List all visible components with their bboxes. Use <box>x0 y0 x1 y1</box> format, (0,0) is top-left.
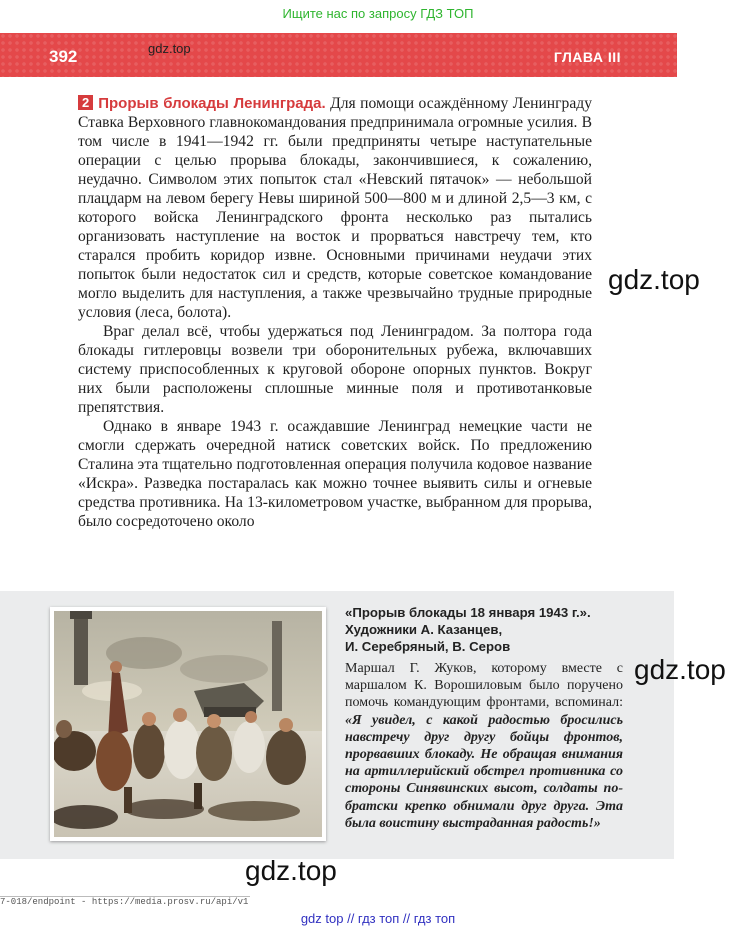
painting-caption <box>345 604 623 655</box>
painting-illustration <box>54 611 322 837</box>
zhukov-quote <box>345 660 623 832</box>
paragraph-3: Однако в январе 1943 г. осаждавшие Ленинград немецкие части не смогли сдержать очередной натиск советских войск. По предложению Сталина эта тщательно подготовленная операция получила кодовое название «Искра». Разведка постаралась как можно точнее выявить силы и огневые средства противника. На 13-километровом участке, выбранном для прорыва, было сосредоточено около <box>78 418 592 530</box>
page-header-banner <box>0 33 677 77</box>
chapter-title: ГЛАВА III <box>553 49 621 65</box>
caption-artists-2: И. Серебряный, В. Серов <box>345 639 511 654</box>
page-number: 392 <box>49 47 78 66</box>
section-title: Прорыв блокады Ленинграда. <box>98 95 326 112</box>
section-number-badge: 2 <box>78 95 93 110</box>
paragraph-2: Враг делал всё, чтобы удержаться под Ленинградом. За полтора года блокады гитлеровцы возвели три оборонительных рубежа, включавших систему приспособленных к круговой обороне опорных пунктов. Вокруг них были расположены сплошные минные поля и противотанковые препятствия. <box>78 323 592 416</box>
quote-intro: Маршал Г. Жуков, которому вместе с маршалом К. Ворошиловым было поручено помочь командующим фронтами, вспоминал: <box>345 661 623 711</box>
watermark-right-1: gdz.top <box>608 264 700 295</box>
watermark-bottom: gdz.top <box>245 855 337 886</box>
footer-links[interactable]: gdz top // гдз топ // гдз топ <box>300 911 456 926</box>
paragraph-1-text: Для помощи осаждённому Ленинграду Ставка Верховного главнокомандования предпринимала огромные усилия. В том числе в 1941—1942 гг. были предприняты четыре наступательные операции с целью прорыва блокады, закончившиеся, к сожалению, неудачно. Символом этих попыток стал «Невский пятачок» — небольшой плацдарм на левом берегу Невы шириной 500—800 м и длиной 2,5—3 км, с которого войска Ленинградского фронта несколько раз пытались организовать наступление на восток и прорваться навстречу тем, кто старался пробить коридор извне. Основными причинами неудачи этих попыток были недостаток сил и средств, которые советское командование могло выделить для наступления, а также чрезвычайно трудные природные условия (леса, болота). <box>78 95 592 321</box>
watermark-right-2: gdz.top <box>634 654 726 685</box>
painting-image <box>50 607 326 841</box>
paragraph-1 <box>78 94 592 322</box>
top-search-link[interactable]: Ищите нас по запросу ГДЗ ТОП <box>282 6 474 21</box>
url-strip: 7-018/endpoint - https://media.prosv.ru/api/v1 <box>0 897 249 907</box>
main-text <box>78 94 592 531</box>
header-watermark: gdz.top <box>148 41 191 56</box>
caption-title: «Прорыв блокады 18 января 1943 г.». <box>345 605 591 620</box>
quote-text: «Я увидел, с какой радостью бросились навстречу друг другу бойцы фронтов, прорвавших блокаду. Не обращая внимания на артиллерийский обстрел противника со стороны Синявинских высот, солдаты по-братски крепко обнимали друг друга. Эта была воистину выстраданная радость!» <box>345 712 623 831</box>
caption-artists-1: Художники А. Казанцев, <box>345 622 503 637</box>
